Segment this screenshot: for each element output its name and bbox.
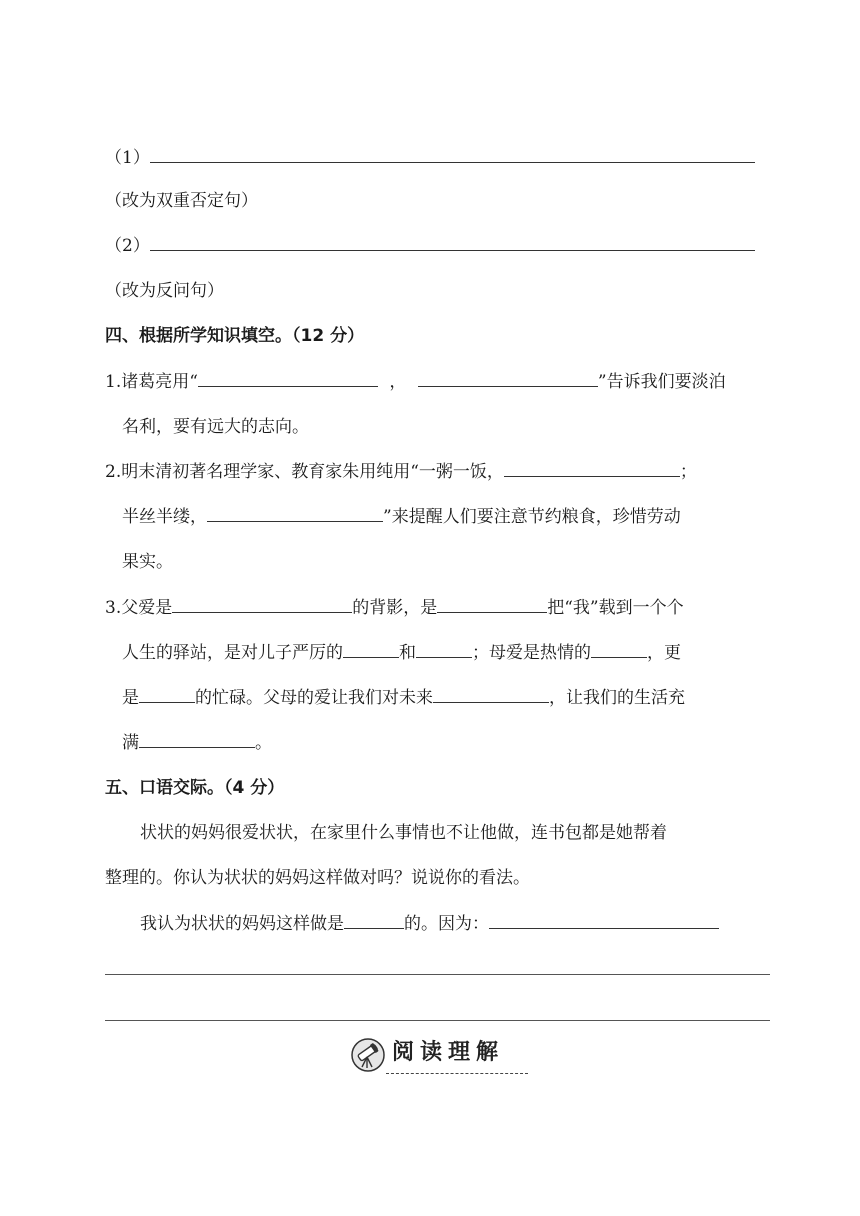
q3-text-h: 是 bbox=[122, 688, 139, 708]
q3-text-k: 满 bbox=[122, 733, 139, 753]
answer-text-b: 的。因为： bbox=[404, 914, 489, 934]
reading-section-title: 阅读理解 bbox=[392, 1040, 505, 1065]
q2-line2 bbox=[122, 505, 681, 529]
q2-text-c: 半丝半缕， bbox=[122, 507, 207, 527]
q2-line3: 果实。 bbox=[122, 552, 173, 572]
item2-number: （2） bbox=[105, 236, 150, 256]
answer-blank-2[interactable] bbox=[489, 912, 719, 929]
q1-text-b: ， bbox=[389, 372, 407, 392]
q3-text-i: 的忙碌。父母的爱让我们对未来 bbox=[195, 688, 433, 708]
item2-line bbox=[105, 234, 755, 258]
q3-blank-2[interactable] bbox=[437, 596, 547, 613]
q3-blank-1[interactable] bbox=[172, 596, 352, 613]
q2-text-a: 2.明末清初著名理学家、教育家朱用纯用“一粥一饭， bbox=[105, 462, 504, 482]
q3-text-c: 把“我”载到一个个 bbox=[547, 598, 684, 618]
q3-blank-5[interactable] bbox=[591, 641, 647, 658]
q3-line3 bbox=[122, 686, 685, 710]
q3-text-b: 的背影，是 bbox=[352, 598, 438, 618]
banner-dotted-underline bbox=[386, 1073, 528, 1074]
item1-line bbox=[105, 146, 755, 170]
q3-text-e: 和 bbox=[399, 643, 416, 663]
q1-blank-1[interactable] bbox=[198, 370, 378, 387]
item2-note: （改为反问句） bbox=[105, 281, 224, 301]
q3-text-l: 。 bbox=[255, 733, 272, 753]
q3-text-d: 人生的驿站，是对儿子严厉的 bbox=[122, 643, 343, 663]
answer-text-a: 我认为状状的妈妈这样做是 bbox=[140, 914, 344, 934]
q2-text-d: ”来提醒人们要注意节约粮食，珍惜劳动 bbox=[383, 507, 681, 527]
q2-text-b: ； bbox=[679, 462, 697, 482]
q3-text-g: ，更 bbox=[647, 643, 681, 663]
q3-blank-4[interactable] bbox=[416, 641, 472, 658]
answer-blank-1[interactable] bbox=[344, 912, 404, 929]
q2-line1 bbox=[105, 460, 697, 484]
section4-heading: 四、根据所学知识填空。（12 分） bbox=[105, 326, 365, 346]
q3-blank-6[interactable] bbox=[139, 686, 195, 703]
q3-text-a: 3.父爱是 bbox=[105, 598, 173, 618]
q1-line1 bbox=[105, 370, 726, 394]
q3-blank-7[interactable] bbox=[433, 686, 549, 703]
section5-answer-line bbox=[140, 912, 719, 936]
telescope-icon bbox=[350, 1037, 386, 1073]
q2-blank-2[interactable] bbox=[207, 505, 383, 522]
q2-blank-1[interactable] bbox=[504, 460, 680, 477]
item2-answer-blank[interactable] bbox=[150, 234, 755, 251]
answer-writing-line-2[interactable] bbox=[105, 1020, 770, 1021]
q1-blank-2[interactable] bbox=[418, 370, 598, 387]
q3-blank-3[interactable] bbox=[343, 641, 399, 658]
q1-text-c: ”告诉我们要淡泊 bbox=[597, 372, 726, 392]
item1-number: （1） bbox=[105, 148, 150, 168]
q3-text-f: ；母爱是热情的 bbox=[472, 643, 591, 663]
q3-line1 bbox=[105, 596, 684, 620]
item1-note: （改为双重否定句） bbox=[105, 191, 258, 211]
section5-paragraph-line2: 整理的。你认为状状的妈妈这样做对吗？说说你的看法。 bbox=[105, 868, 530, 888]
section5-heading: 五、口语交际。（4 分） bbox=[105, 778, 285, 798]
q1-line2: 名利，要有远大的志向。 bbox=[122, 417, 309, 437]
item1-answer-blank[interactable] bbox=[150, 146, 755, 163]
q3-blank-8[interactable] bbox=[139, 731, 255, 748]
reading-section-banner bbox=[350, 1035, 530, 1075]
q3-text-j: ，让我们的生活充 bbox=[549, 688, 685, 708]
answer-writing-line-1[interactable] bbox=[105, 974, 770, 975]
section5-paragraph-line1: 状状的妈妈很爱状状，在家里什么事情也不让他做，连书包都是她帮着 bbox=[140, 823, 667, 843]
q3-line4 bbox=[122, 731, 272, 755]
q1-text-a: 1.诸葛亮用“ bbox=[105, 372, 198, 392]
q3-line2 bbox=[122, 641, 681, 665]
